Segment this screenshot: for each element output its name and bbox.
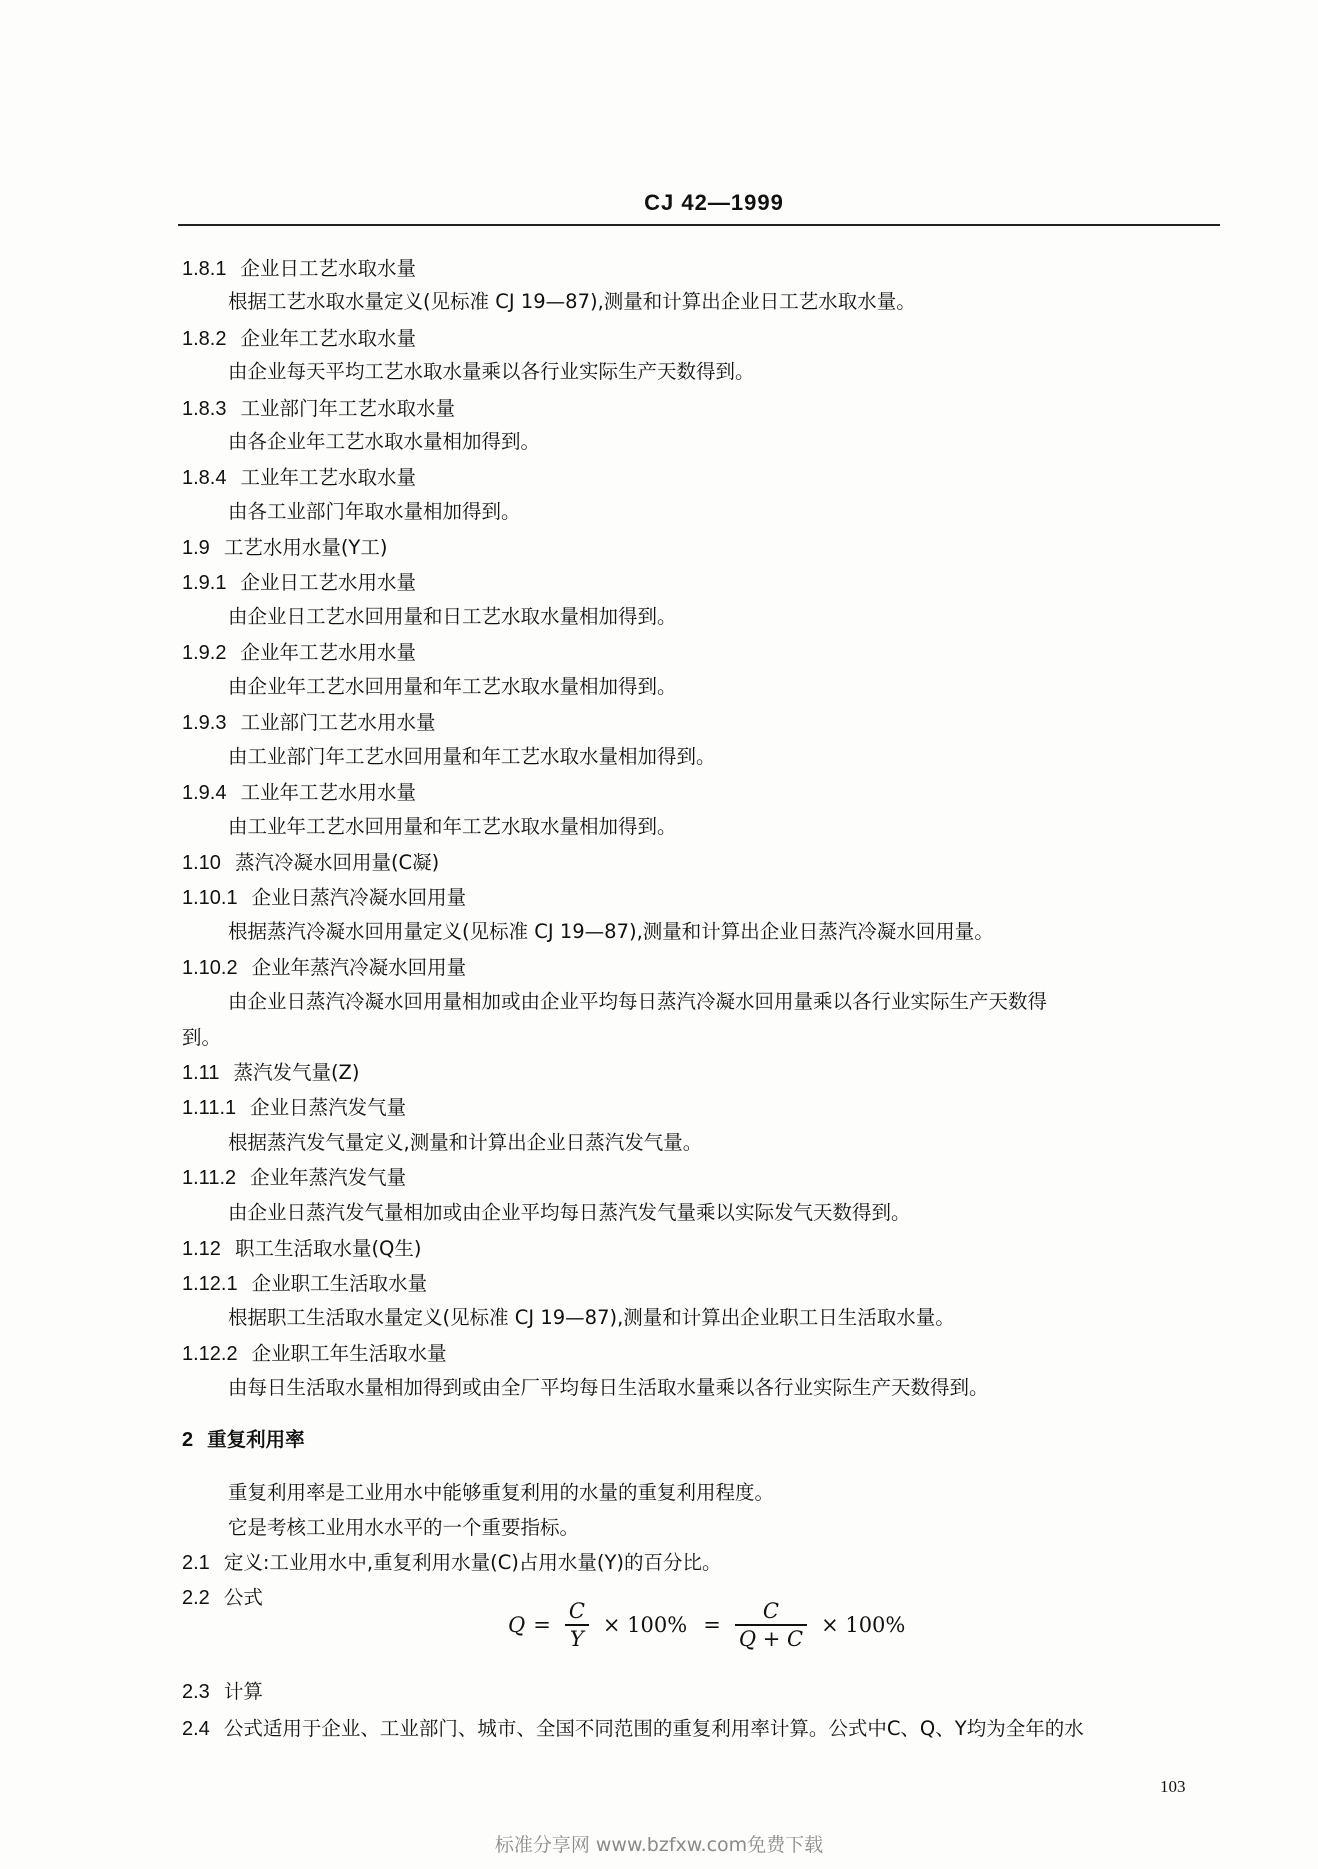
section-number: 1.11.1 <box>182 1097 237 1119</box>
paragraph: 由企业每天平均工艺水取水量乘以各行业实际生产天数得到。 <box>228 360 755 383</box>
chapter-number: 2 <box>182 1429 194 1451</box>
section-title: 企业年工艺水用水量 <box>240 641 416 664</box>
section-title: 工艺水用水量(Y工) <box>223 536 388 559</box>
section-number: 2.3 <box>182 1681 210 1703</box>
section-number: 1.9.4 <box>182 782 227 804</box>
section-title: 计算 <box>223 1680 263 1703</box>
section-number: 1.8.2 <box>182 328 227 350</box>
section-title: 工业部门工艺水用水量 <box>240 711 436 734</box>
heading-1-9-1 <box>182 571 416 595</box>
section-number: 1.12 <box>182 1238 221 1260</box>
section-text: 公式适用于企业、工业部门、城市、全国不同范围的重复利用率计算。公式中C、Q、Y均为全年的水 <box>223 1717 1084 1740</box>
paragraph: 它是考核工业用水水平的一个重要指标。 <box>228 1516 580 1539</box>
paragraph: 由各工业部门年取水量相加得到。 <box>228 500 521 523</box>
paragraph: 根据蒸汽冷凝水回用量定义(见标准 CJ 19—87),测量和计算出企业日蒸汽冷凝水回用量。 <box>228 920 994 943</box>
paragraph: 由企业日工艺水回用量和日工艺水取水量相加得到。 <box>228 605 677 628</box>
section-number: 2.4 <box>182 1718 210 1740</box>
heading-1-8-3 <box>182 397 455 421</box>
section-title: 工业年工艺水用水量 <box>240 781 416 804</box>
section-number: 1.10 <box>182 852 221 874</box>
formula-times-percent: × 100% <box>602 1613 688 1637</box>
chapter-heading-2 <box>182 1428 305 1452</box>
section-number: 1.9.2 <box>182 642 227 664</box>
fraction-numerator: C <box>568 1599 585 1624</box>
paragraph: 根据蒸汽发气量定义,测量和计算出企业日蒸汽发气量。 <box>228 1131 703 1154</box>
paragraph: 由每日生活取水量相加得到或由全厂平均每日生活取水量乘以各行业实际生产天数得到。 <box>228 1376 989 1399</box>
fraction-c-over-q-plus-c <box>735 1598 807 1652</box>
heading-2-4 <box>182 1717 1084 1741</box>
section-title: 企业日工艺水用水量 <box>240 571 416 594</box>
heading-1-10 <box>182 851 439 875</box>
section-title: 蒸汽发气量(Z) <box>233 1061 360 1084</box>
section-number: 2.1 <box>182 1552 210 1574</box>
fraction-numerator: C <box>762 1599 779 1624</box>
section-title: 企业职工生活取水量 <box>251 1272 428 1295</box>
section-title: 企业日蒸汽冷凝水回用量 <box>251 886 467 909</box>
site-watermark: 标准分享网 www.bzfxw.com免费下载 <box>494 1834 824 1856</box>
section-number: 2.2 <box>182 1587 210 1609</box>
heading-1-8-4 <box>182 466 416 490</box>
heading-2-1 <box>182 1551 722 1575</box>
fraction-denominator: Q + C <box>738 1626 804 1651</box>
heading-1-9 <box>182 536 387 560</box>
heading-1-9-2 <box>182 641 416 665</box>
section-title: 企业日工艺水取水量 <box>240 257 416 280</box>
heading-1-12 <box>182 1237 422 1261</box>
paragraph: 根据职工生活取水量定义(见标准 CJ 19—87),测量和计算出企业职工日生活取水量。 <box>228 1306 955 1329</box>
section-title: 公式 <box>223 1586 263 1609</box>
section-number: 1.9.3 <box>182 712 227 734</box>
heading-1-10-1 <box>182 886 466 910</box>
section-title: 企业年蒸汽发气量 <box>250 1166 407 1189</box>
fraction-c-over-y <box>565 1598 589 1652</box>
heading-1-11 <box>182 1061 360 1085</box>
section-text: 定义:工业用水中,重复利用水量(C)占用水量(Y)的百分比。 <box>223 1551 722 1574</box>
paragraph: 由企业日蒸汽发气量相加或由企业平均每日蒸汽发气量乘以实际发气天数得到。 <box>228 1201 911 1224</box>
heading-1-9-4 <box>182 781 416 805</box>
heading-1-12-2 <box>182 1342 447 1366</box>
section-title: 工业年工艺水取水量 <box>240 466 416 489</box>
paragraph: 由工业年工艺水回用量和年工艺水取水量相加得到。 <box>228 815 677 838</box>
section-number: 1.11 <box>182 1062 220 1084</box>
section-title: 企业职工年生活取水量 <box>251 1342 447 1365</box>
section-number: 1.12.1 <box>182 1273 238 1295</box>
section-number: 1.8.4 <box>182 467 227 489</box>
header-rule <box>178 224 1220 226</box>
page-number: 103 <box>1160 1777 1186 1796</box>
paragraph: 重复利用率是工业用水中能够重复利用的水量的重复利用程度。 <box>228 1481 775 1504</box>
section-title: 企业日蒸汽发气量 <box>250 1096 407 1119</box>
section-number: 1.8.3 <box>182 398 227 420</box>
heading-1-12-1 <box>182 1272 427 1296</box>
heading-1-8-2 <box>182 327 416 351</box>
paragraph: 根据工艺水取水量定义(见标准 CJ 19—87),测量和计算出企业日工艺水取水量。 <box>228 290 916 313</box>
paragraph: 由各企业年工艺水取水量相加得到。 <box>228 430 541 453</box>
section-number: 1.11.2 <box>182 1167 237 1189</box>
reuse-rate-formula <box>508 1595 913 1655</box>
chapter-title: 重复利用率 <box>207 1428 305 1451</box>
section-number: 1.10.1 <box>182 887 238 909</box>
page-header-standard-code: CJ 42—1999 <box>644 190 784 215</box>
section-number: 1.9 <box>182 537 210 559</box>
section-number: 1.10.2 <box>182 957 238 979</box>
heading-1-9-3 <box>182 711 436 735</box>
section-title: 企业年工艺水取水量 <box>240 327 416 350</box>
formula-equals: = <box>533 1613 551 1637</box>
heading-2-2 <box>182 1586 263 1610</box>
formula-lhs: Q <box>508 1613 526 1637</box>
section-number: 1.8.1 <box>182 258 227 280</box>
section-number: 1.9.1 <box>182 572 227 594</box>
heading-1-11-1 <box>182 1096 406 1120</box>
section-title: 企业年蒸汽冷凝水回用量 <box>251 956 467 979</box>
section-title: 工业部门年工艺水取水量 <box>240 397 455 420</box>
paragraph: 由工业部门年工艺水回用量和年工艺水取水量相加得到。 <box>228 745 716 768</box>
section-title: 蒸汽冷凝水回用量(C凝) <box>234 851 440 874</box>
heading-1-11-2 <box>182 1166 406 1190</box>
paragraph: 由企业日蒸汽冷凝水回用量相加或由企业平均每日蒸汽冷凝水回用量乘以各行业实际生产天数得 <box>228 990 1048 1013</box>
formula-equals: = <box>703 1613 721 1637</box>
paragraph-continuation: 到。 <box>182 1026 222 1049</box>
paragraph: 由企业年工艺水回用量和年工艺水取水量相加得到。 <box>228 675 677 698</box>
fraction-denominator: Y <box>569 1626 584 1651</box>
section-title: 职工生活取水量(Q生) <box>234 1237 422 1260</box>
section-number: 1.12.2 <box>182 1343 238 1365</box>
heading-2-3 <box>182 1680 263 1704</box>
heading-1-10-2 <box>182 956 466 980</box>
formula-times-percent: × 100% <box>821 1613 906 1637</box>
heading-1-8-1 <box>182 257 416 281</box>
